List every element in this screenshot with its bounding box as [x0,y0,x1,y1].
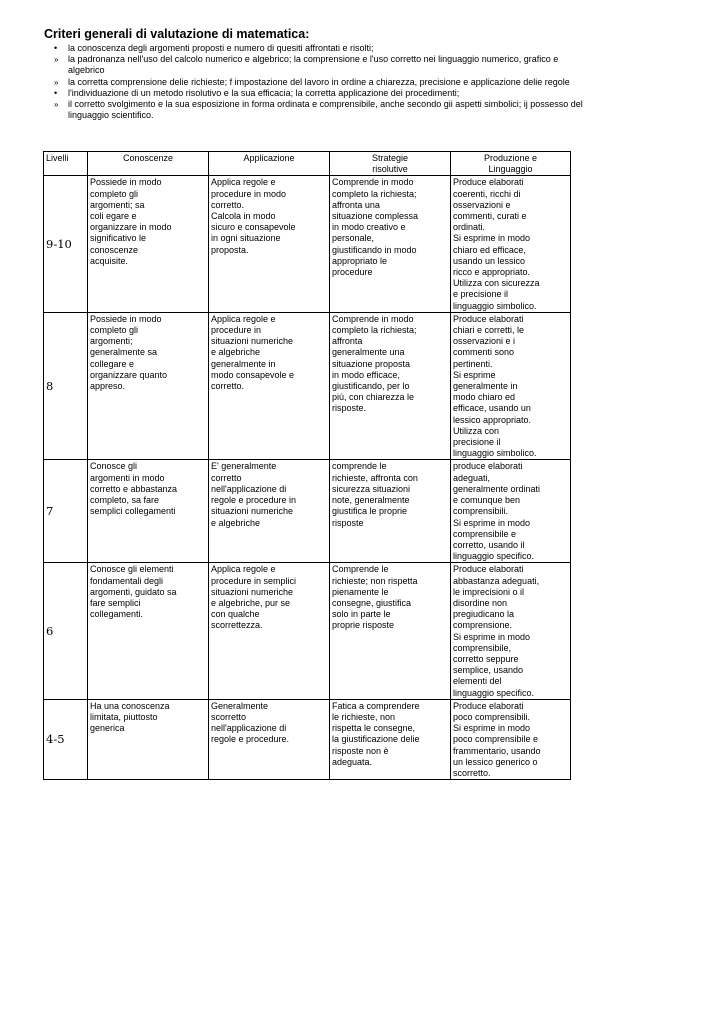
bullet-marker: » [54,77,59,87]
criteria-item [52,43,597,54]
bullet-marker: » [54,100,59,110]
bullet-marker: • [54,43,58,53]
level-cell: 9-10 [44,176,88,312]
bullet-marker: • [54,87,58,98]
strategie-cell: Comprende in modo completo la richiesta; affronta una situazione complessa in modo creativo e personale, giustificando in modo appropriato le procedure [330,176,451,312]
criteria-item [52,88,597,99]
table-row [44,699,571,779]
header-produzione: Produzione e Linguaggio [451,152,571,176]
strategie-cell: Comprende in modo completo la richiesta; affronta generalmente una situazione proposta in modo efficace, giustificando, per lo più, con chiarezza le risposte. [330,312,451,460]
applicazione-cell: Applica regole e procedure in semplici situazioni numeriche e algebriche, pur se con qualche scorrettezza. [209,563,330,699]
produzione-cell: Produce elaborati coerenti, ricchi di osservazioni e commenti, curati e ordinati. Si esprime in modo chiaro ed efficace, usando un lessico ricco e appropriato. Utilizza con sicurezza e precisione il linguaggio simbolico. [451,176,571,312]
criteria-text: la conoscenza degli argomenti proposti e numero di quesiti affrontati e risolti; [68,43,374,53]
page-title: Criteri generali di valutazione di matematica: [44,27,310,41]
header-conoscenze: Conoscenze [88,152,209,176]
applicazione-cell: E' generalmente corretto nell'applicazione di regole e procedure in situazioni numeriche e algebriche [209,460,330,563]
conoscenze-cell: Conosce gli elementi fondamentali degli argomenti, guidato sa fare semplici collegamenti. [88,563,209,699]
conoscenze-cell: Ha una conoscenza limitata, piuttosto generica [88,699,209,779]
strategie-cell: Comprende le richieste; non rispetta pienamente le consegne, giustifica solo in parte le proprie risposte [330,563,451,699]
strategie-cell: Fatica a comprendere le richieste, non rispetta le consegne, la giustificazione delie risposte non è adeguata. [330,699,451,779]
criteria-item [52,77,597,88]
strategie-cell: comprende le richieste, affronta con sicurezza situazioni note, generalmente giustifica le proprie risposte [330,460,451,563]
conoscenze-cell: Possiede in modo completo gli argomenti; sa coli egare e organizzare in modo significativo le conoscenze acquisite. [88,176,209,312]
table-row [44,312,571,460]
level-cell: 4-5 [44,699,88,779]
applicazione-cell: Generalmente scorretto nell'applicazione di regole e procedure. [209,699,330,779]
bullet-marker: » [54,55,59,65]
table-row [44,563,571,699]
criteria-text: la padronanza nell'uso del calcolo numerico e algebrico; la comprensione e l'uso corretto nei linguaggio numerico, grafico e algebrico [68,54,559,76]
table-row [44,176,571,312]
produzione-cell: produce elaborati adeguati, generalmente ordinati e comunque ben comprensibili. Si esprime in modo comprensibile e corretto, usando il linguaggio specifico. [451,460,571,563]
table-row [44,460,571,563]
criteria-text: l'individuazione di un metodo risolutivo e la sua efficacia; la corretta applicazione dei procedimenti; [68,87,460,98]
header-strategie: Strategie risolutive [330,152,451,176]
level-cell: 7 [44,460,88,563]
table-header-row [44,152,571,176]
produzione-cell: Produce elaborati chiari e corretti, le osservazioni e i commenti sono pertinenti. Si esprime generalmente in modo chiaro ed efficace, usando un lessico appropriato. Utilizza con precisione il linguaggio simbolico. [451,312,571,460]
level-cell: 6 [44,563,88,699]
criteria-item [52,99,597,121]
conoscenze-cell: Conosce gli argomenti in modo corretto e abbastanza completo, sa fare semplici collegamenti [88,460,209,563]
criteria-list [52,43,597,121]
applicazione-cell: Applica regole e procedure in situazioni numeriche e algebriche generalmente in modo consapevole e corretto. [209,312,330,460]
produzione-cell: Produce elaborati poco comprensibili. Si esprime in modo poco comprensibile e frammentario, usando un lessico generico o scorretto. [451,699,571,779]
criteria-text: il corretto svolgimento e la sua esposizione in forma ordinata e comprensibile, anche secondo gii aspetti simbolici; ij possesso del linguaggio scientifico. [68,99,583,121]
conoscenze-cell: Possiede in modo completo gli argomenti; generalmente sa collegare e organizzare quanto appreso. [88,312,209,460]
header-livelli: Livelli [44,152,88,176]
applicazione-cell: Applica regole e procedure in modo corretto. Calcola in modo sicuro e consapevole in ogni situazione proposta. [209,176,330,312]
header-applicazione: Applicazione [209,152,330,176]
produzione-cell: Produce elaborati abbastanza adeguati, le imprecisioni o il disordine non pregiudicano la comprensione. Si esprime in modo comprensibile, corretto seppure semplice, usando elementi del linguaggio specifico. [451,563,571,699]
evaluation-table [43,151,571,780]
criteria-text: la corretta comprensione delie richieste; f impostazione del lavoro in ordine a chiarezza, precisione e applicazione delie regole [68,76,570,87]
criteria-item [52,54,597,76]
level-cell: 8 [44,312,88,460]
